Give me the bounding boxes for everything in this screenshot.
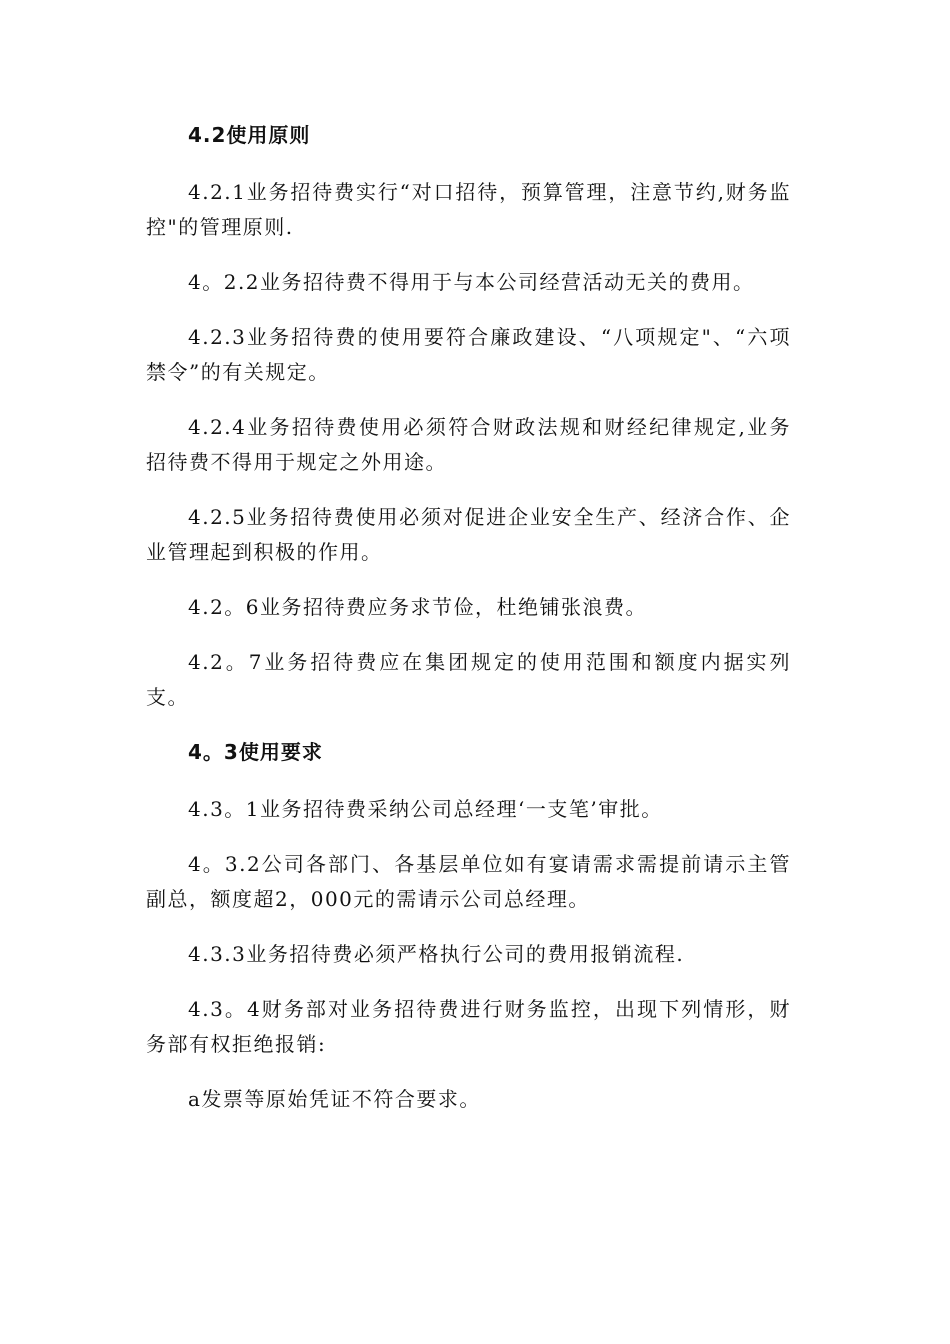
paragraph-4-2-2: 4。2.2业务招待费不得用于与本公司经营活动无关的费用。 (188, 270, 755, 294)
paragraph-4-2-1: 4.2.1业务招待费实行“对口招待，预算管理，注意节约,财务监控"的管理原则. (146, 180, 791, 239)
paragraph-4-3-1: 4.3。1业务招待费采纳公司总经理‘一支笔’审批。 (188, 797, 663, 821)
paragraph-4-3-2: 4。3.2公司各部门、各基层单位如有宴请需求需提前请示主管副总，额度超2，000元的需请示公司总经理。 (146, 852, 791, 911)
section-heading-4-2: 4.2使用原则 (188, 123, 311, 147)
paragraph-4-3-4-a: a发票等原始凭证不符合要求。 (188, 1087, 481, 1111)
paragraph-4-2-6: 4.2。6业务招待费应务求节俭，杜绝铺张浪费。 (188, 595, 648, 619)
paragraph-4-2-5: 4.2.5业务招待费使用必须对促进企业安全生产、经济合作、企业管理起到积极的作用。 (146, 505, 791, 564)
paragraph-4-2-7: 4.2。7业务招待费应在集团规定的使用范围和额度内据实列支。 (146, 650, 791, 709)
paragraph-4-3-4: 4.3。4财务部对业务招待费进行财务监控，出现下列情形，财务部有权拒绝报销: (146, 997, 791, 1056)
paragraph-4-2-3: 4.2.3业务招待费的使用要符合廉政建设、“八项规定"、“六项禁令”的有关规定。 (146, 325, 791, 384)
paragraph-4-2-4: 4.2.4业务招待费使用必须符合财政法规和财经纪律规定,业务招待费不得用于规定之外用途。 (146, 415, 791, 474)
section-heading-4-3: 4。3使用要求 (188, 740, 323, 764)
paragraph-4-3-3: 4.3.3业务招待费必须严格执行公司的费用报销流程. (188, 942, 685, 966)
document-body (146, 118, 791, 1137)
